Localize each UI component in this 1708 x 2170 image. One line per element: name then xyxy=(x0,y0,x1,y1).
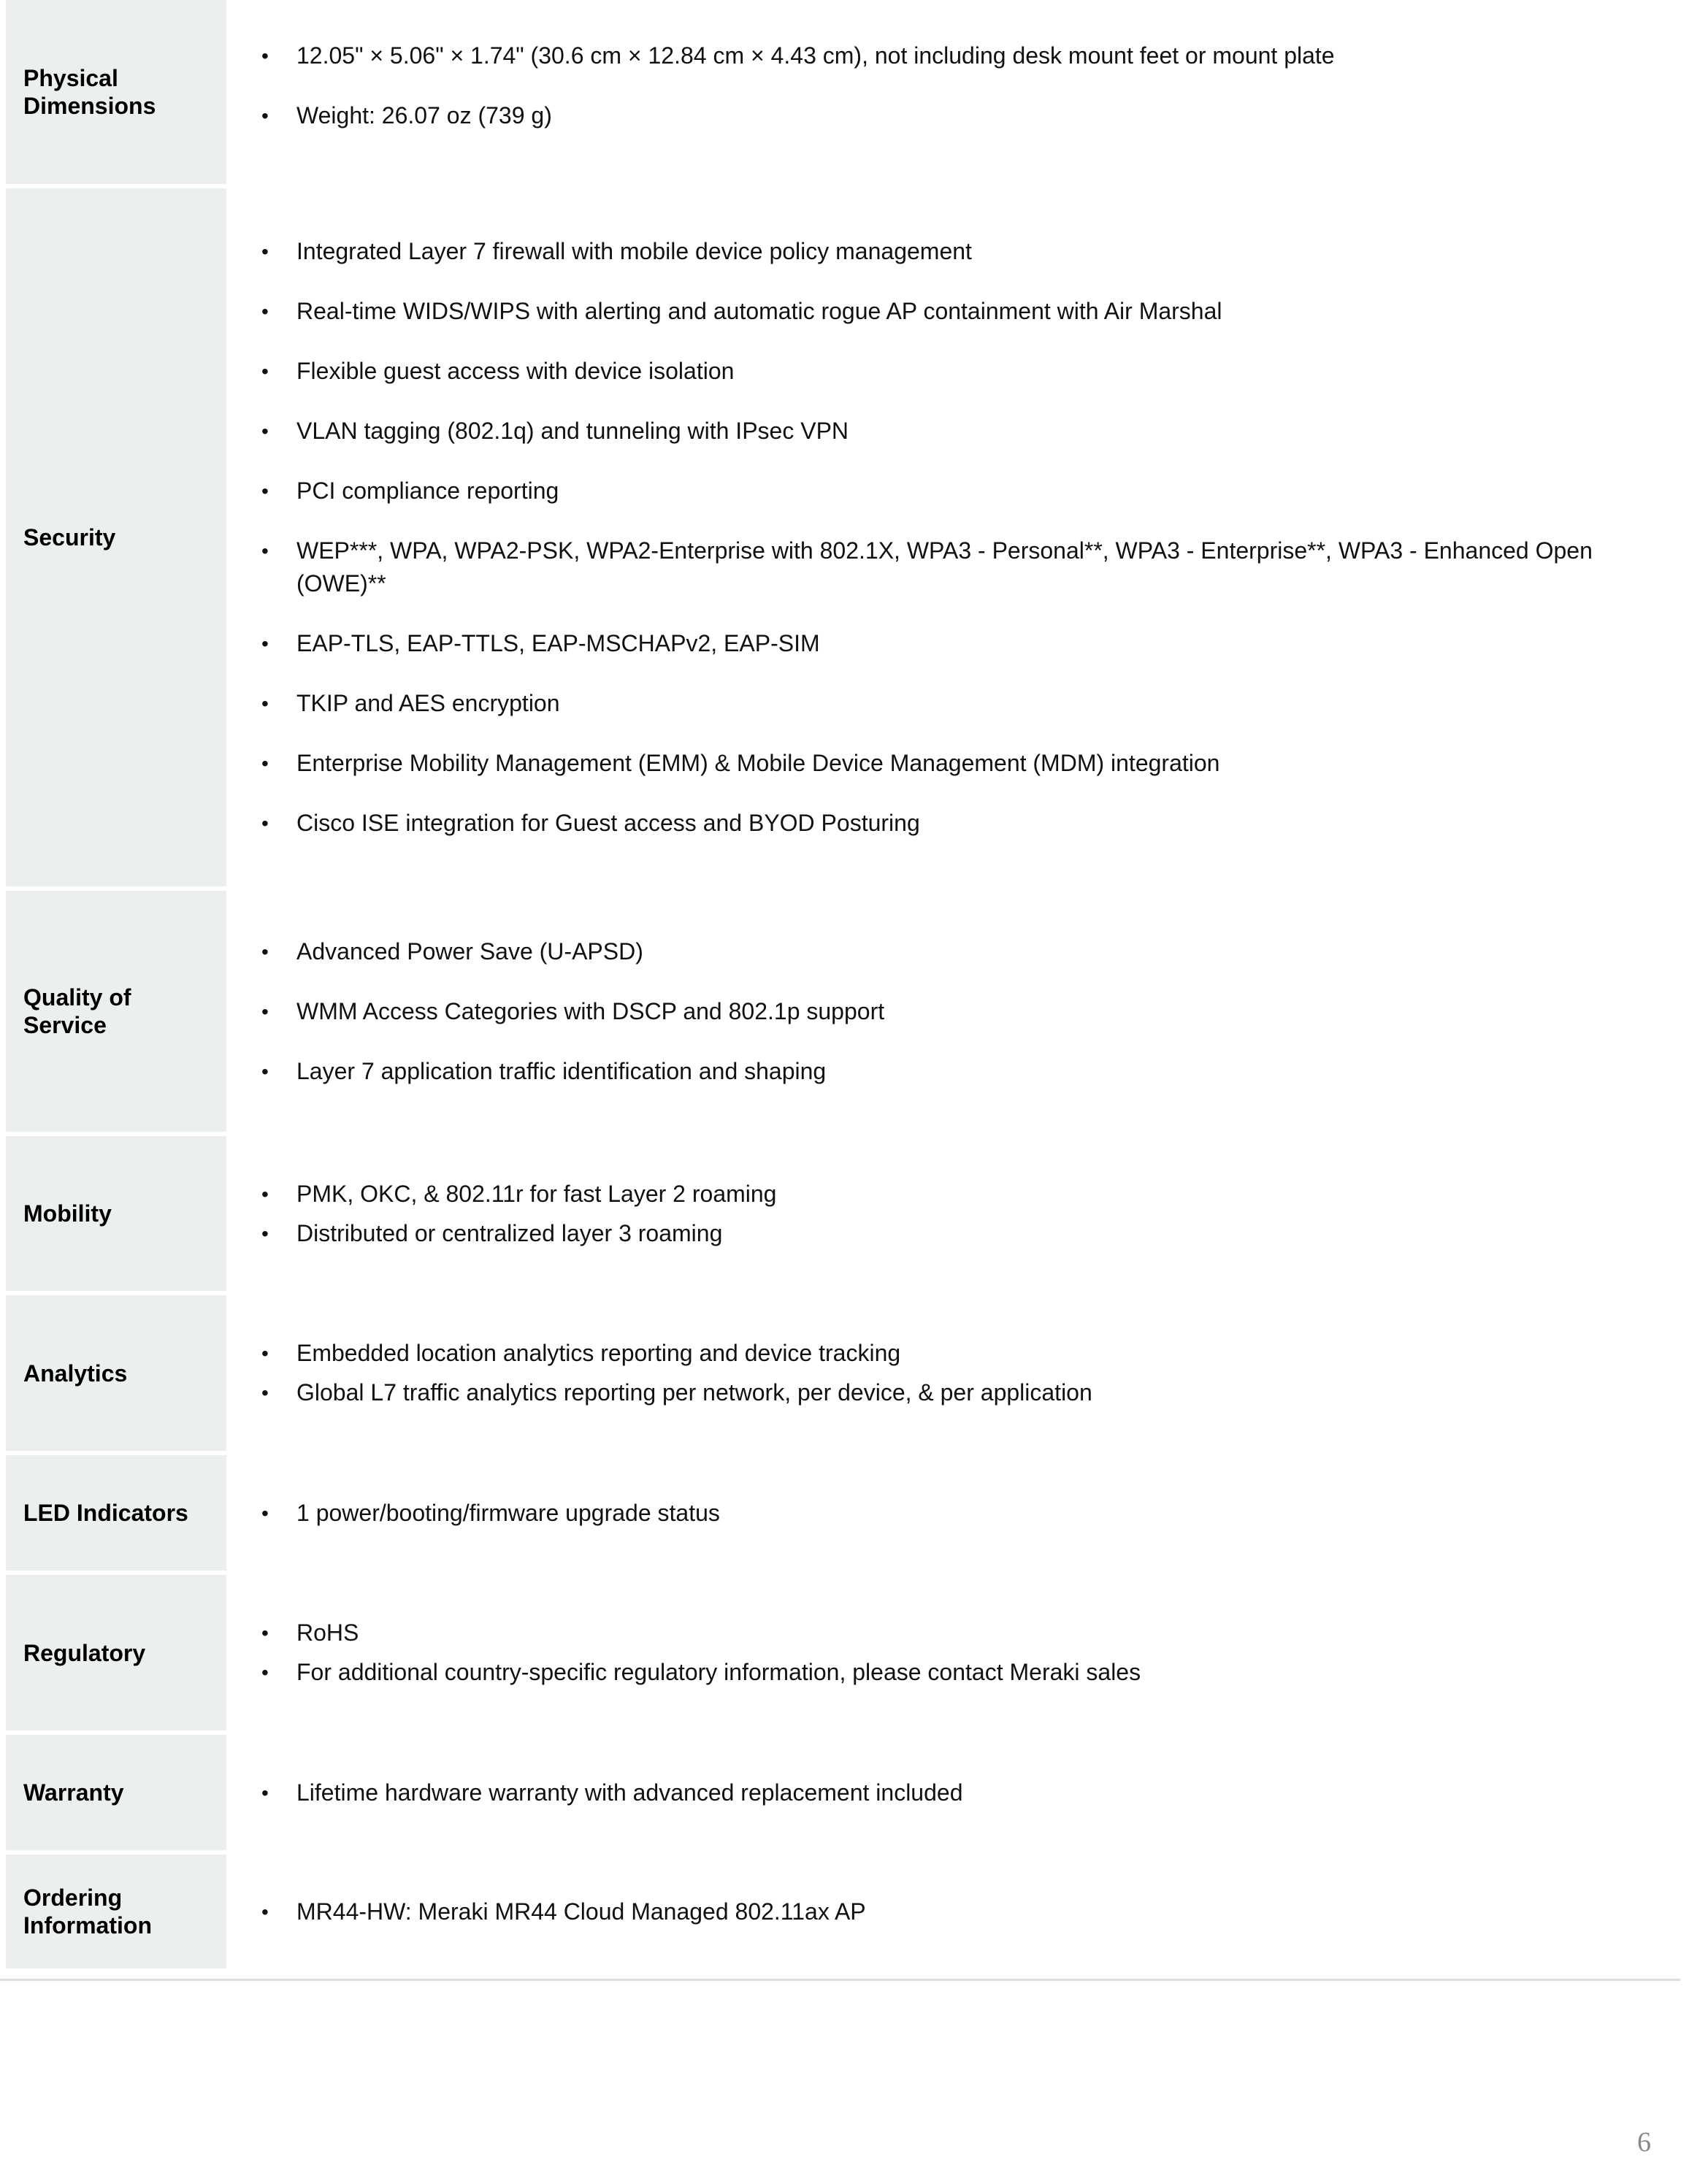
table-bottom-divider xyxy=(0,1979,1680,1981)
row-content xyxy=(234,0,1682,188)
row-content xyxy=(234,1735,1682,1855)
row-content xyxy=(234,1295,1682,1455)
spec-row-quality-of-service xyxy=(6,891,1682,1136)
spec-row-ordering-information xyxy=(6,1855,1682,1968)
list-item: • 12.05" × 5.06" × 1.74" (30.6 cm × 12.84 cm × 4.43 cm), not including desk mount feet or mount plate xyxy=(261,39,1661,72)
list-item: • TKIP and AES encryption xyxy=(261,687,1661,720)
row-label: Mobility xyxy=(6,1136,226,1295)
row-content xyxy=(234,891,1682,1136)
list-item: • Cisco ISE integration for Guest access and BYOD Posturing xyxy=(261,807,1661,840)
row-content xyxy=(234,188,1682,891)
row-content xyxy=(234,1575,1682,1735)
list-item: • Global L7 traffic analytics reporting per network, per device, & per application xyxy=(261,1376,1661,1409)
list-item: • Weight: 26.07 oz (739 g) xyxy=(261,99,1661,132)
row-label: Security xyxy=(6,188,226,891)
row-label: Physical Dimensions xyxy=(6,0,226,188)
row-label: Regulatory xyxy=(6,1575,226,1735)
spec-row-mobility xyxy=(6,1136,1682,1295)
list-item: • Layer 7 application traffic identification and shaping xyxy=(261,1055,1661,1088)
list-item: • PMK, OKC, & 802.11r for fast Layer 2 roaming xyxy=(261,1178,1661,1211)
list-item: • For additional country-specific regulatory information, please contact Meraki sales xyxy=(261,1656,1661,1689)
row-label: Analytics xyxy=(6,1295,226,1455)
list-item: • VLAN tagging (802.1q) and tunneling with IPsec VPN xyxy=(261,415,1661,448)
list-item: • Enterprise Mobility Management (EMM) & Mobile Device Management (MDM) integration xyxy=(261,747,1661,780)
row-content xyxy=(234,1136,1682,1295)
list-item: • PCI compliance reporting xyxy=(261,475,1661,507)
list-item: • Embedded location analytics reporting and device tracking xyxy=(261,1337,1661,1370)
list-item: • Flexible guest access with device isolation xyxy=(261,355,1661,388)
list-item: • RoHS xyxy=(261,1617,1661,1649)
spec-row-warranty xyxy=(6,1735,1682,1855)
row-content xyxy=(234,1855,1682,1968)
row-label: LED Indicators xyxy=(6,1455,226,1575)
row-content xyxy=(234,1455,1682,1575)
spec-row-security xyxy=(6,188,1682,891)
list-item: • Integrated Layer 7 firewall with mobile device policy management xyxy=(261,235,1661,268)
spec-row-physical-dimensions xyxy=(6,0,1682,188)
row-label: Quality of Service xyxy=(6,891,226,1136)
list-item: • MR44-HW: Meraki MR44 Cloud Managed 802.11ax AP xyxy=(261,1895,1661,1928)
page-number: 6 xyxy=(1637,2127,1651,2158)
row-label: Ordering Information xyxy=(6,1855,226,1968)
list-item: • EAP-TLS, EAP-TTLS, EAP-MSCHAPv2, EAP-SIM xyxy=(261,627,1661,660)
spec-row-regulatory xyxy=(6,1575,1682,1735)
list-item: • 1 power/booting/firmware upgrade status xyxy=(261,1497,1661,1530)
list-item: • Real-time WIDS/WIPS with alerting and automatic rogue AP containment with Air Marshal xyxy=(261,295,1661,328)
list-item: • Distributed or centralized layer 3 roaming xyxy=(261,1217,1661,1250)
list-item: • Lifetime hardware warranty with advanced replacement included xyxy=(261,1776,1661,1809)
spec-table xyxy=(6,0,1682,1968)
row-label: Warranty xyxy=(6,1735,226,1855)
list-item: • Advanced Power Save (U-APSD) xyxy=(261,935,1661,968)
spec-row-led-indicators xyxy=(6,1455,1682,1575)
list-item: • WMM Access Categories with DSCP and 802.1p support xyxy=(261,995,1661,1028)
spec-row-analytics xyxy=(6,1295,1682,1455)
list-item: • WEP***, WPA, WPA2-PSK, WPA2-Enterprise with 802.1X, WPA3 - Personal**, WPA3 - Enterprise**, WPA3 - Enhanced Open (OWE)** xyxy=(261,534,1661,600)
